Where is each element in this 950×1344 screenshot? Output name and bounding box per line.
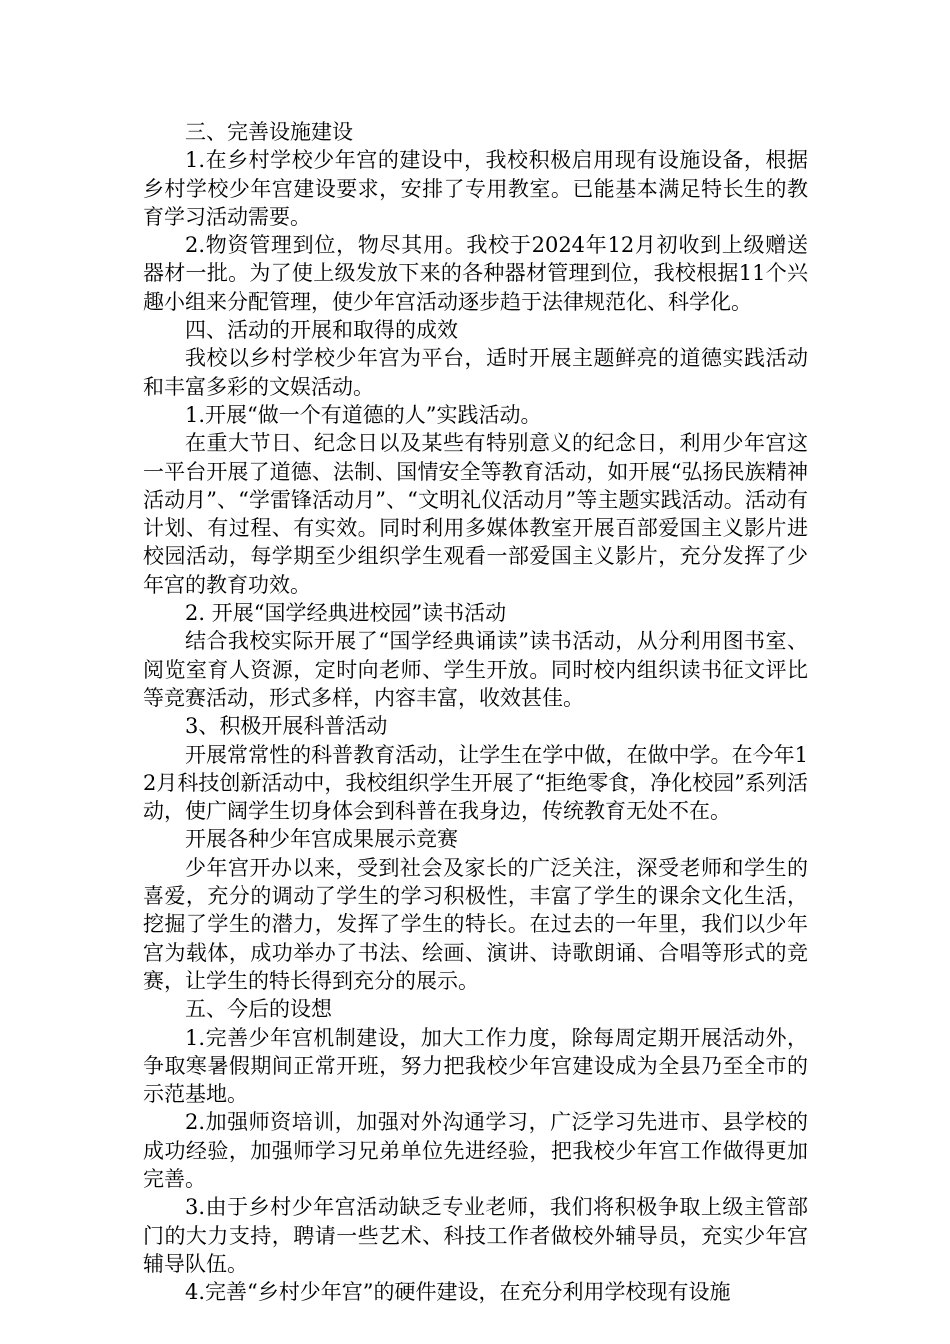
paragraph-facilities-1: 1.在乡村学校少年宫的建设中，我校积极启用现有设施设备，根据乡村学校少年宫建设要求，安排了专用教室。已能基本满足特长生的教育学习活动需要。: [143, 148, 808, 229]
paragraph-future-3: 3.由于乡村少年宫活动缺乏专业老师，我们将积极争取上级主管部门的大力支持，聘请一些艺术、科技工作者做校外辅导员，充实少年宫辅导队伍。: [143, 1195, 808, 1276]
section-heading-future: 五、今后的设想: [185, 997, 332, 1022]
subheading-science: 3、积极开展科普活动: [185, 714, 388, 739]
paragraph-science: 开展常常性的科普教育活动，让学生在学中做，在做中学。在今年12月科技创新活动中，我校组织学生开展了“拒绝零食，净化校园”系列活动，使广阔学生切身体会到科普在我身边，传统教育无处不在。: [143, 742, 808, 824]
paragraph-classics-reading: 结合我校实际开展了“国学经典诵读”读书活动，从分利用图书室、阅览室育人资源，定时向老师、学生开放。同时校内组织读书征文评比等竞赛活动，形式多样，内容丰富，收效甚佳。: [143, 629, 808, 710]
document-page: [143, 118, 808, 1306]
paragraph-future-4: 4.完善“乡村少年宫”的硬件建设，在充分利用学校现有设施: [185, 1280, 731, 1305]
paragraph-moral-practice: 在重大节日、纪念日以及某些有特别意义的纪念日，利用少年宫这一平台开展了道德、法制、国情安全等教育活动，如开展“弘扬民族精神活动月”、“学雷锋活动月”、“文明礼仪活动月”等主题实践活动。活动有计划、有过程、有实效。同时利用多媒体教室开展百部爱国主义影片进校园活动，每学期至少组织学生观看一部爱国主义影片，充分发挥了少年宫的教育功效。: [143, 431, 808, 597]
subheading-classics-reading: 2. 开展“国学经典进校园”读书活动: [185, 601, 507, 626]
subheading-moral-practice: 1.开展“做一个有道德的人”实践活动。: [185, 402, 542, 427]
section-heading-activities: 四、活动的开展和取得的成效: [185, 318, 458, 343]
paragraph-facilities-2: 2.物资管理到位，物尽其用。我校于2024年12月初收到上级赠送器材一批。为了使上级发放下来的各种器材管理到位，我校根据11个兴趣小组来分配管理，使少年宫活动逐步趋于法律规范化、科学化。: [143, 233, 808, 314]
paragraph-future-2: 2.加强师资培训，加强对外沟通学习，广泛学习先进市、县学校的成功经验，加强师学习兄弟单位先进经验，把我校少年宫工作做得更加完善。: [143, 1110, 808, 1191]
section-heading-facilities: 三、完善设施建设: [185, 120, 353, 144]
paragraph-activities-intro: 我校以乡村学校少年宫为平台，适时开展主题鲜亮的道德实践活动和丰富多彩的文娱活动。: [143, 346, 808, 399]
paragraph-future-1: 1.完善少年宫机制建设，加大工作力度，除每周定期开展活动外，争取寒暑假期间正常开班，努力把我校少年宫建设成为全县乃至全市的示范基地。: [143, 1025, 808, 1107]
subheading-competitions: 开展各种少年宫成果展示竞赛: [185, 827, 458, 852]
paragraph-competitions: 少年宫开办以来，受到社会及家长的广泛关注，深受老师和学生的喜爱，充分的调动了学生的学习积极性，丰富了学生的课余文化生活，挖掘了学生的潜力，发挥了学生的特长。在过去的一年里，我们以少年宫为载体，成功举办了书法、绘画、演讲、诗歌朗诵、合唱等形式的竞赛，让学生的特长得到充分的展示。: [143, 855, 808, 993]
